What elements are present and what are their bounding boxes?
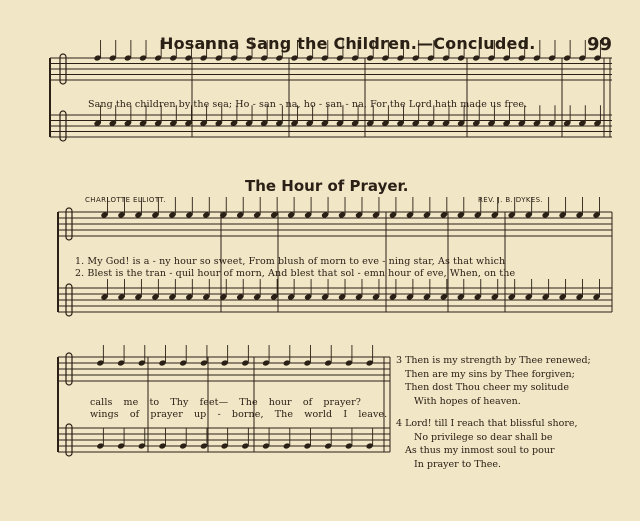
stanza-line: Then are my sins by Thee forgiven; bbox=[405, 368, 575, 380]
hosanna-lyric: Sang the children by the sea; Ho - san - na, ho - san - na, For the Lord hath made us free. bbox=[88, 99, 528, 110]
stanza-line: As thus my inmost soul to pour bbox=[405, 445, 555, 456]
composer-credit: REV. J. B. DYKES. bbox=[478, 196, 544, 204]
verse-2-line-1: 2. Blest is the tran - quil hour of morn, And blest that sol - emn hour of eve, When, on the bbox=[75, 268, 516, 279]
stanza-line: With hopes of heaven. bbox=[414, 395, 521, 407]
author-credit: CHARLOTTE ELLIOTT. bbox=[85, 196, 166, 204]
verse-1-line-1: 1. My God! is a - ny hour so sweet, From blush of morn to eve - ning star, As that which bbox=[75, 256, 506, 267]
page-number: 99 bbox=[587, 34, 613, 55]
stanza-3 bbox=[396, 354, 591, 408]
stanza-line: No privilege so dear shall be bbox=[414, 431, 553, 443]
page-title: Hosanna Sang the Children.—Concluded. bbox=[160, 34, 536, 53]
stanza-4 bbox=[396, 417, 578, 471]
stanza-line: In prayer to Thee. bbox=[414, 458, 502, 470]
hymn-title: The Hour of Prayer. bbox=[245, 177, 409, 195]
verse-1-line-2: calls me to Thy feet— The hour of prayer? bbox=[90, 397, 361, 408]
verse-2-line-2: wings of prayer up - borne, The world I leave. bbox=[90, 409, 388, 420]
stanza-line: 4 Lord! till I reach that blissful shore, bbox=[396, 418, 578, 429]
stanza-line: 3 Then is my strength by Thee renewed; bbox=[396, 355, 591, 366]
stanza-line: Then dost Thou cheer my solitude bbox=[405, 382, 569, 393]
